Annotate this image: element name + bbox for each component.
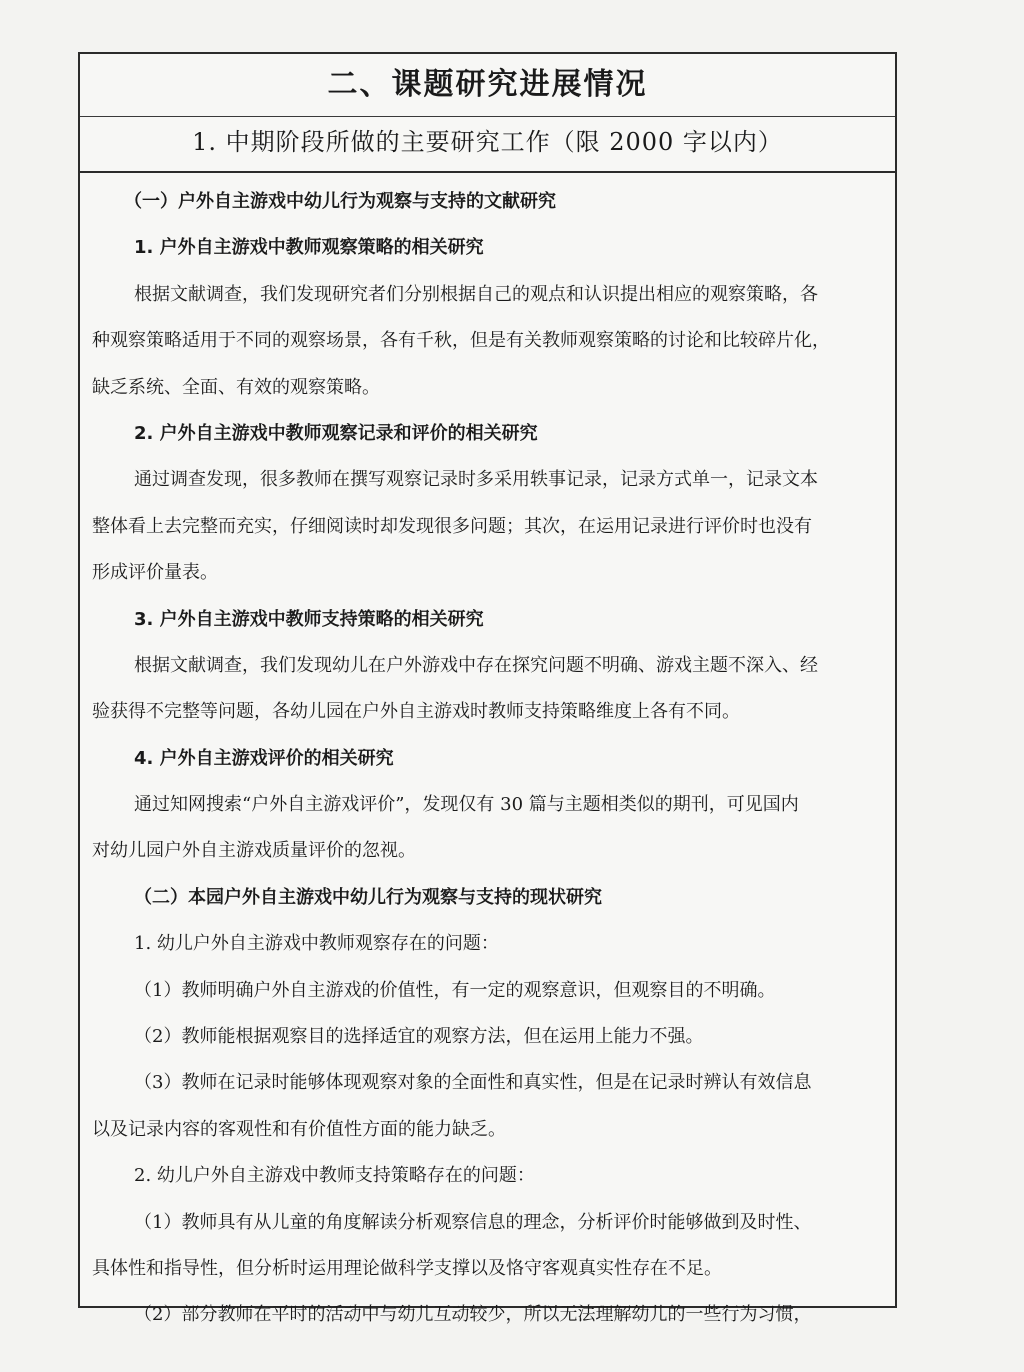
heading-status-research: （二）本园户外自主游戏中幼儿行为观察与支持的现状研究 [134, 886, 602, 908]
paragraph-line: 种观察策略适用于不同的观察场景，各有千秋，但是有关教师观察策略的讨论和比较碎片化， [92, 330, 830, 352]
section-subtitle: 1. 中期阶段所做的主要研究工作（限 2000 字以内） [80, 116, 895, 171]
paragraph-line: 验获得不完整等问题，各幼儿园在户外自主游戏时教师支持策略维度上各有不同。 [92, 701, 740, 723]
paragraph-line: 缺乏系统、全面、有效的观察策略。 [92, 376, 380, 398]
paragraph-line: 形成评价量表。 [92, 562, 218, 584]
paragraph-line: 根据文献调查，我们发现研究者们分别根据自己的观点和认识提出相应的观察策略，各 [134, 283, 818, 305]
paragraph-line: （3）教师在记录时能够体现观察对象的全面性和真实性，但是在记录时辨认有效信息 [134, 1072, 812, 1094]
subheading-game-evaluation: 4. 户外自主游戏评价的相关研究 [134, 747, 394, 769]
heading-literature-research: （一）户外自主游戏中幼儿行为观察与支持的文献研究 [124, 191, 556, 212]
section-title: 二、课题研究进展情况 [327, 67, 648, 102]
paragraph-line: 通过知网搜索“户外自主游戏评价”，发现仅有 30 篇与主题相类似的期刊，可见国内 [134, 794, 799, 816]
document-body [80, 171, 895, 1339]
subheading-support-strategy: 3. 户外自主游戏中教师支持策略的相关研究 [134, 608, 484, 630]
paragraph-line: （1）教师明确户外自主游戏的价值性，有一定的观察意识，但观察目的不明确。 [134, 979, 776, 1001]
paragraph-line: 通过调查发现，很多教师在撰写观察记录时多采用轶事记录，记录方式单一，记录文本 [134, 469, 818, 491]
subheading-record-evaluation: 2. 户外自主游戏中教师观察记录和评价的相关研究 [134, 422, 538, 444]
paragraph-line: 整体看上去完整而充实，仔细阅读时却发现很多问题；其次，在运用记录进行评价时也没有 [92, 515, 812, 537]
document-page [78, 52, 897, 1326]
paragraph-line: 根据文献调查，我们发现幼儿在户外游戏中存在探究问题不明确、游戏主题不深入、经 [134, 654, 818, 676]
paragraph-line: （2）教师能根据观察目的选择适宜的观察方法，但在运用上能力不强。 [134, 1026, 704, 1048]
paragraph-line: 1. 幼儿户外自主游戏中教师观察存在的问题： [134, 933, 499, 955]
paragraph-line: 以及记录内容的客观性和有价值性方面的能力缺乏。 [92, 1118, 506, 1140]
paragraph-line: 具体性和指导性，但分析时运用理论做科学支撑以及恪守客观真实性存在不足。 [92, 1257, 722, 1279]
paragraph-line: （2）部分教师在平时的活动中与幼儿互动较少，所以无法理解幼儿的一些行为习惯， [134, 1304, 812, 1326]
paragraph-line: 2. 幼儿户外自主游戏中教师支持策略存在的问题： [134, 1165, 535, 1187]
paragraph-line: 对幼儿园户外自主游戏质量评价的忽视。 [92, 840, 416, 862]
paragraph-line: （1）教师具有从儿童的角度解读分析观察信息的理念，分析评价时能够做到及时性、 [134, 1211, 812, 1233]
subheading-observation-strategy: 1. 户外自主游戏中教师观察策略的相关研究 [134, 237, 484, 259]
